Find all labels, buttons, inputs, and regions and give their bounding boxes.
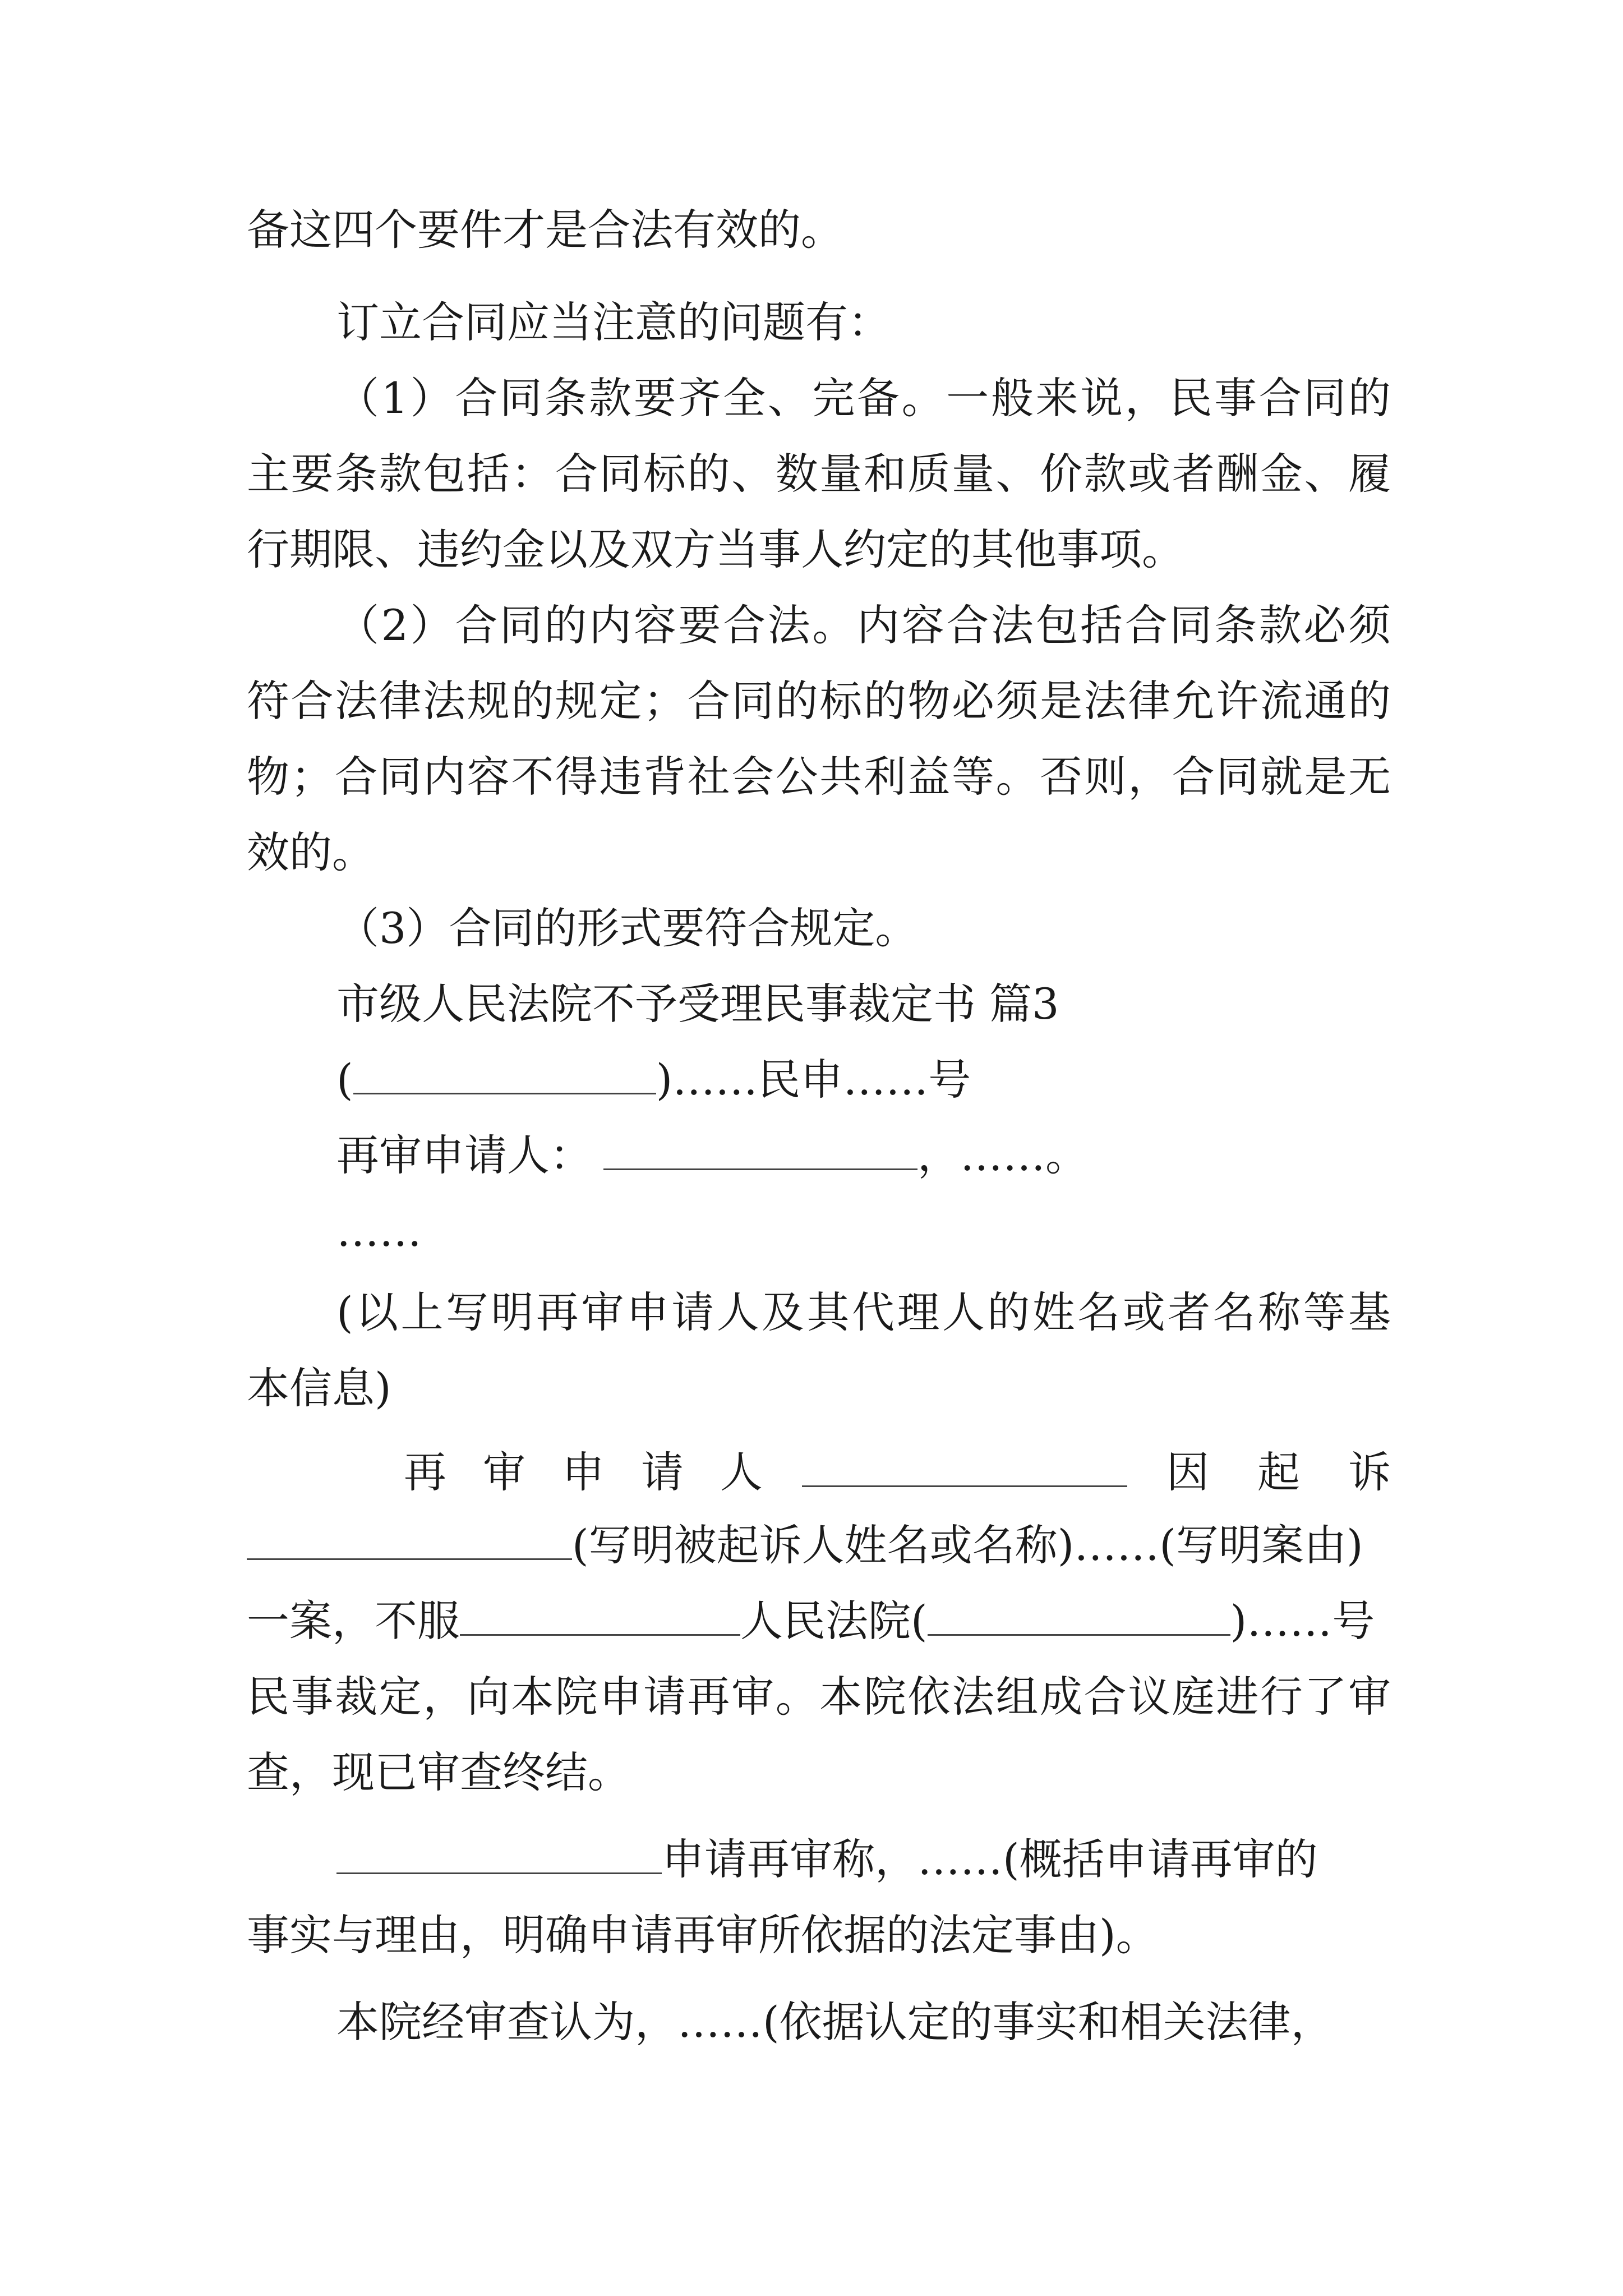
applicant-line [336, 1128, 1391, 1184]
court-name-blank [460, 1598, 740, 1636]
reapplicant-line [404, 1444, 1391, 1501]
case-year-blank [353, 1057, 656, 1094]
body-line-4: 主要条款包括：合同标的、数量和质量、价款或者酬金、履 [247, 449, 1391, 499]
body-line-10: （3）合同的形式要符合规定。 [336, 903, 918, 953]
defendant-line [247, 1517, 1391, 1573]
court-suffix: )……号 [1230, 1596, 1375, 1646]
applicant-label: 再审申请人： [336, 1130, 592, 1180]
body-line-20: 民事裁定，向本院申请再审。本院依法组成合议庭进行了审 [247, 1672, 1391, 1722]
claimant-blank [336, 1837, 662, 1874]
body-line-16: 本信息) [247, 1363, 391, 1413]
body-line-2: 订立合同应当注意的问题有： [336, 297, 891, 347]
court-case-blank [928, 1598, 1230, 1636]
court-middle: 人民法院( [740, 1596, 928, 1646]
body-line-1: 备这四个要件才是合法有效的。 [247, 205, 843, 255]
ellipsis-line: …… [336, 1206, 422, 1256]
case-number-line [336, 1052, 1391, 1108]
body-line-3: （1）合同条款要齐全、完备。一般来说，民事合同的 [336, 373, 1391, 423]
body-line-9: 效的。 [247, 827, 375, 877]
body-line-8: 物；合同内容不得违背社会公共利益等。否则，合同就是无 [247, 752, 1391, 802]
reapplicant-label: 再 审 申 请 人 [404, 1447, 763, 1497]
body-line-6: （2）合同的内容要合法。内容合法包括合同条款必须 [336, 600, 1391, 650]
case-number-open: ( [336, 1055, 353, 1105]
body-line-21: 查，现已审查终结。 [247, 1747, 630, 1797]
defendant-note: (写明被起诉人姓名或名称)……(写明案由) [572, 1520, 1363, 1570]
section-heading: 市级人民法院不予受理民事裁定书 篇3 [336, 979, 1059, 1029]
body-line-7: 符合法律法规的规定；合同的标的物必须是法律允许流通的 [247, 676, 1391, 726]
body-line-15: (以上写明再审申请人及其代理人的姓名或者名称等基 [336, 1287, 1391, 1337]
defendant-name-blank [247, 1522, 572, 1560]
reapply-claim-line [336, 1832, 1391, 1888]
court-line [247, 1593, 1391, 1649]
body-line-24: 本院经审查认为，……(依据认定的事实和相关法律， [336, 1997, 1334, 2047]
body-line-5: 行期限、违约金以及双方当事人约定的其他事项。 [247, 524, 1184, 574]
sued-label: 因 起 诉 [1166, 1447, 1391, 1497]
case-number-rest: )……民申……号 [656, 1055, 971, 1105]
body-line-23: 事实与理由，明确申请再审所依据的法定事由)。 [247, 1910, 1159, 1960]
reapply-claim-text: 申请再审称，……(概括申请再审的 [662, 1834, 1318, 1884]
applicant-name-blank [603, 1133, 917, 1170]
applicant-rest: ，……。 [917, 1130, 1088, 1180]
reapplicant-name-blank [802, 1450, 1127, 1487]
court-prefix: 一案，不服 [247, 1596, 460, 1646]
